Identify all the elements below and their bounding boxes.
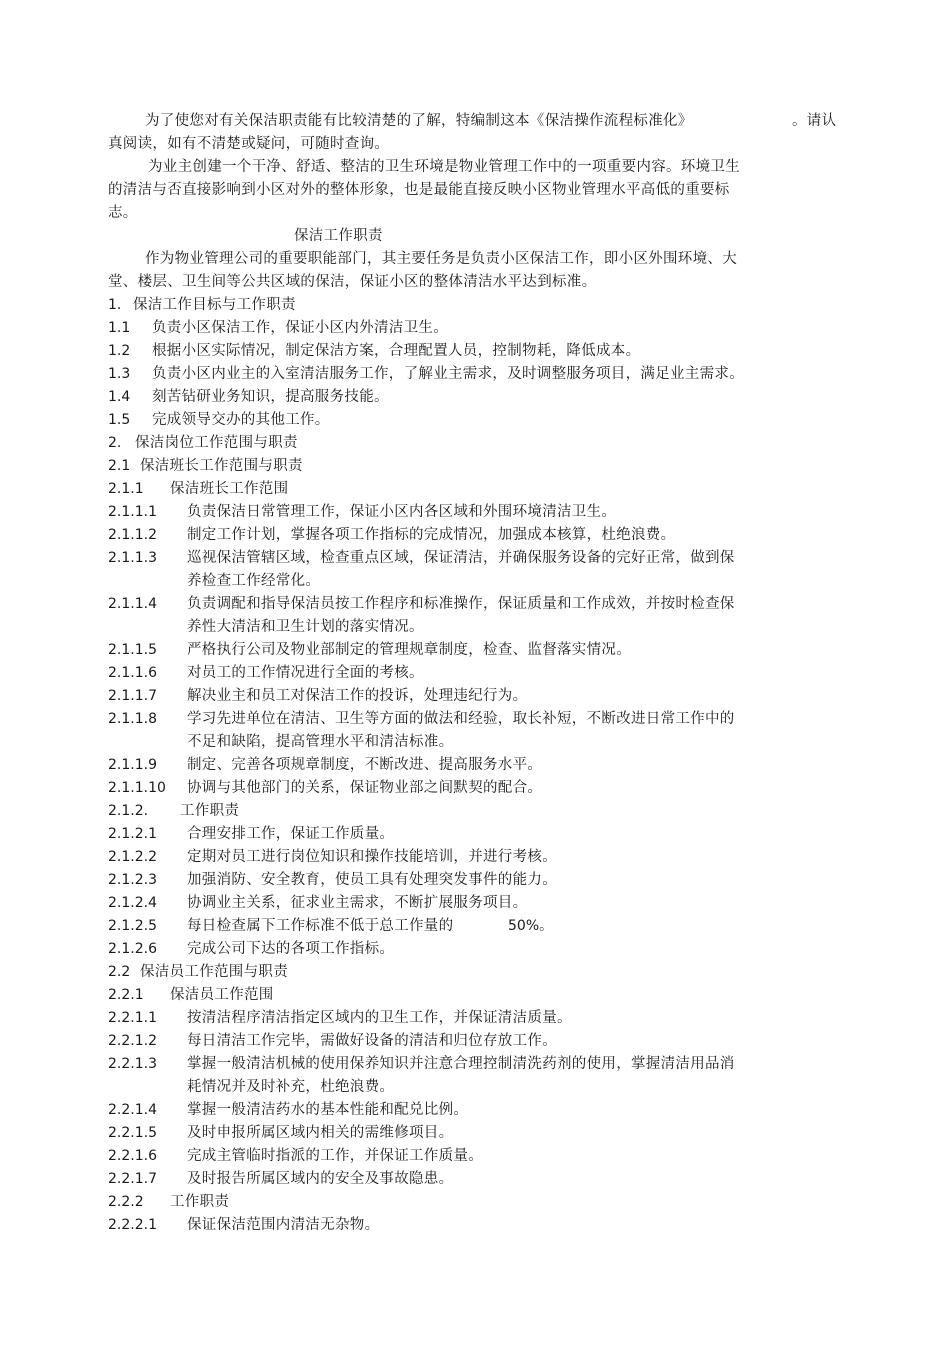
item-text: 保证保洁范围内清洁无杂物。 [187, 1217, 380, 1233]
item-text: 完成主管临时指派的工作，并保证工作质量。 [187, 1148, 483, 1164]
intro-line [145, 111, 693, 131]
item-number: 2.2.2 [108, 1194, 144, 1210]
item-text: 负责保洁日常管理工作，保证小区内各区域和外围环境清洁卫生。 [187, 504, 617, 520]
item-text: 对员工的工作情况进行全面的考核。 [187, 665, 424, 681]
item-number: 2.1.1.6 [108, 665, 157, 681]
item-number: 1． [108, 297, 131, 313]
item-text: 每日检查属下工作标准不低于总工作量的 [187, 918, 454, 934]
item-text: 根据小区实际情况，制定保洁方案，合理配置人员，控制物耗，降低成本。 [152, 343, 641, 359]
item-number: 2.1.1.4 [108, 596, 157, 612]
item-number: 2.2.1.2 [108, 1033, 157, 1049]
item-number: 2.1.2.5 [108, 918, 157, 934]
item-text: 掌握一般清洁药水的基本性能和配兑比例。 [187, 1102, 469, 1118]
item-number: 2.2.1 [108, 987, 144, 1003]
item-number: 2.1.1.10 [108, 780, 166, 796]
item-number: 2.1.1.2 [108, 527, 157, 543]
item-number: 1.1 [108, 320, 131, 336]
item-text: 及时报告所属区域内的安全及事故隐患。 [187, 1171, 454, 1187]
intro-line-tail [792, 111, 836, 131]
item-text: 制定工作计划，掌握各项工作指标的完成情况，加强成本核算，杜绝浪费。 [187, 527, 676, 543]
item-number: 2.1.2. [108, 803, 149, 819]
item-number: 2.2.1.6 [108, 1148, 157, 1164]
item-number: 2.2.2.1 [108, 1217, 157, 1233]
item-number: 2.1.1.7 [108, 688, 157, 704]
item-number: 2.2.1.7 [108, 1171, 157, 1187]
item-text: 保洁班长工作范围 [170, 481, 289, 497]
item-number: 1.3 [108, 366, 131, 382]
item-text-percent: 50%。 [508, 918, 554, 934]
summary-line: 堂、楼层、卫生间等公共区域的保洁，保证小区的整体清洁水平达到标准。 [108, 274, 597, 290]
item-number: 2.2 [108, 964, 131, 980]
item-number: 2.1.1.9 [108, 757, 157, 773]
item-number: 2.1.1 [108, 481, 144, 497]
item-text: 及时申报所属区域内相关的需维修项目。 [187, 1125, 454, 1141]
item-text: 保洁工作目标与工作职责 [133, 297, 296, 313]
item-number: 2.1.2.6 [108, 941, 157, 957]
item-number: 1.2 [108, 343, 131, 359]
item-text-continued: 养性大清洁和卫生计划的落实情况。 [187, 619, 424, 635]
intro-line: 的清洁与否直接影响到小区对外的整体形象，也是最能直接反映小区物业管理水平高低的重要标 [108, 182, 730, 198]
item-text: 负责小区内业主的入室清洁服务工作，了解业主需求，及时调整服务项目，满足业主需求。 [152, 366, 744, 382]
item-number: 2.1.2.4 [108, 895, 157, 911]
item-number: 2. [108, 435, 122, 451]
item-text: 严格执行公司及物业部制定的管理规章制度，检查、监督落实情况。 [187, 642, 631, 658]
item-text: 完成领导交办的其他工作。 [152, 412, 330, 428]
item-text: 保洁员工作范围与职责 [140, 964, 288, 980]
item-number: 2.1.1.3 [108, 550, 157, 566]
item-text: 完成公司下达的各项工作指标。 [187, 941, 395, 957]
summary-line: 作为物业管理公司的重要职能部门，其主要任务是负责小区保洁工作，即小区外围环境、大 [145, 251, 737, 267]
intro-line: 为业主创建一个干净、舒适、整洁的卫生环境是物业管理工作中的一项重要内容。环境卫生 [148, 159, 740, 175]
item-number: 1.4 [108, 389, 131, 405]
item-text: 巡视保洁管辖区域，检查重点区域，保证清洁，并确保服务设备的完好正常，做到保 [187, 550, 735, 566]
item-number: 2.2.1.3 [108, 1056, 157, 1072]
item-text: 保洁班长工作范围与职责 [140, 458, 303, 474]
item-number: 2.1 [108, 458, 131, 474]
item-number: 2.1.1.8 [108, 711, 157, 727]
item-text-continued: 不足和缺陷，提高管理水平和清洁标准。 [187, 734, 454, 750]
item-text: 保洁岗位工作范围与职责 [135, 435, 298, 451]
item-text: 刻苦钻研业务知识，提高服务技能。 [152, 389, 389, 405]
item-number: 2.2.1.1 [108, 1010, 157, 1026]
item-text: 负责调配和指导保洁员按工作程序和标准操作，保证质量和工作成效，并按时检查保 [187, 596, 735, 612]
item-text: 负责小区保洁工作，保证小区内外清洁卫生。 [152, 320, 448, 336]
item-text: 定期对员工进行岗位知识和操作技能培训，并进行考核。 [187, 849, 557, 865]
item-text: 工作职责 [170, 1194, 230, 1210]
item-text: 按清洁程序清洁指定区域内的卫生工作，并保证清洁质量。 [187, 1010, 572, 1026]
item-text: 每日清洁工作完毕，需做好设备的清洁和归位存放工作。 [187, 1033, 557, 1049]
item-number: 2.2.1.5 [108, 1125, 157, 1141]
section-title: 保洁工作职责 [294, 228, 383, 244]
item-text-continued: 耗情况并及时补充，杜绝浪费。 [187, 1079, 395, 1095]
item-text: 学习先进单位在清洁、卫生等方面的做法和经验，取长补短，不断改进日常工作中的 [187, 711, 735, 727]
item-text: 协调业主关系，征求业主需求，不断扩展服务项目。 [187, 895, 528, 911]
intro-line: 志。 [108, 205, 138, 221]
item-text: 加强消防、安全教育，使员工具有处理突发事件的能力。 [187, 872, 557, 888]
intro-line: 真阅读，如有不清楚或疑问，可随时查询。 [108, 136, 390, 152]
item-text: 合理安排工作，保证工作质量。 [187, 826, 395, 842]
item-number: 2.1.2.1 [108, 826, 157, 842]
item-number: 2.2.1.4 [108, 1102, 157, 1118]
item-number: 1.5 [108, 412, 131, 428]
item-number: 2.1.2.2 [108, 849, 157, 865]
item-number: 2.1.2.3 [108, 872, 157, 888]
item-text: 保洁员工作范围 [170, 987, 274, 1003]
intro-text: 为了使您对有关保洁职责能有比较清楚的了解，特编制这本《保洁操作流程标准化》 [145, 113, 693, 129]
item-text: 工作职责 [180, 803, 240, 819]
item-text: 解决业主和员工对保洁工作的投诉，处理违纪行为。 [187, 688, 528, 704]
item-text: 协调与其他部门的关系，保证物业部之间默契的配合。 [187, 780, 543, 796]
item-text: 掌握一般清洁机械的使用保养知识并注意合理控制清洗药剂的使用，掌握清洁用品消 [187, 1056, 735, 1072]
item-number: 2.1.1.1 [108, 504, 157, 520]
item-text: 制定、完善各项规章制度，不断改进、提高服务水平。 [187, 757, 543, 773]
intro-text-tail: 。请认 [792, 113, 837, 129]
item-number: 2.1.1.5 [108, 642, 157, 658]
item-text-continued: 养检查工作经常化。 [187, 573, 321, 589]
